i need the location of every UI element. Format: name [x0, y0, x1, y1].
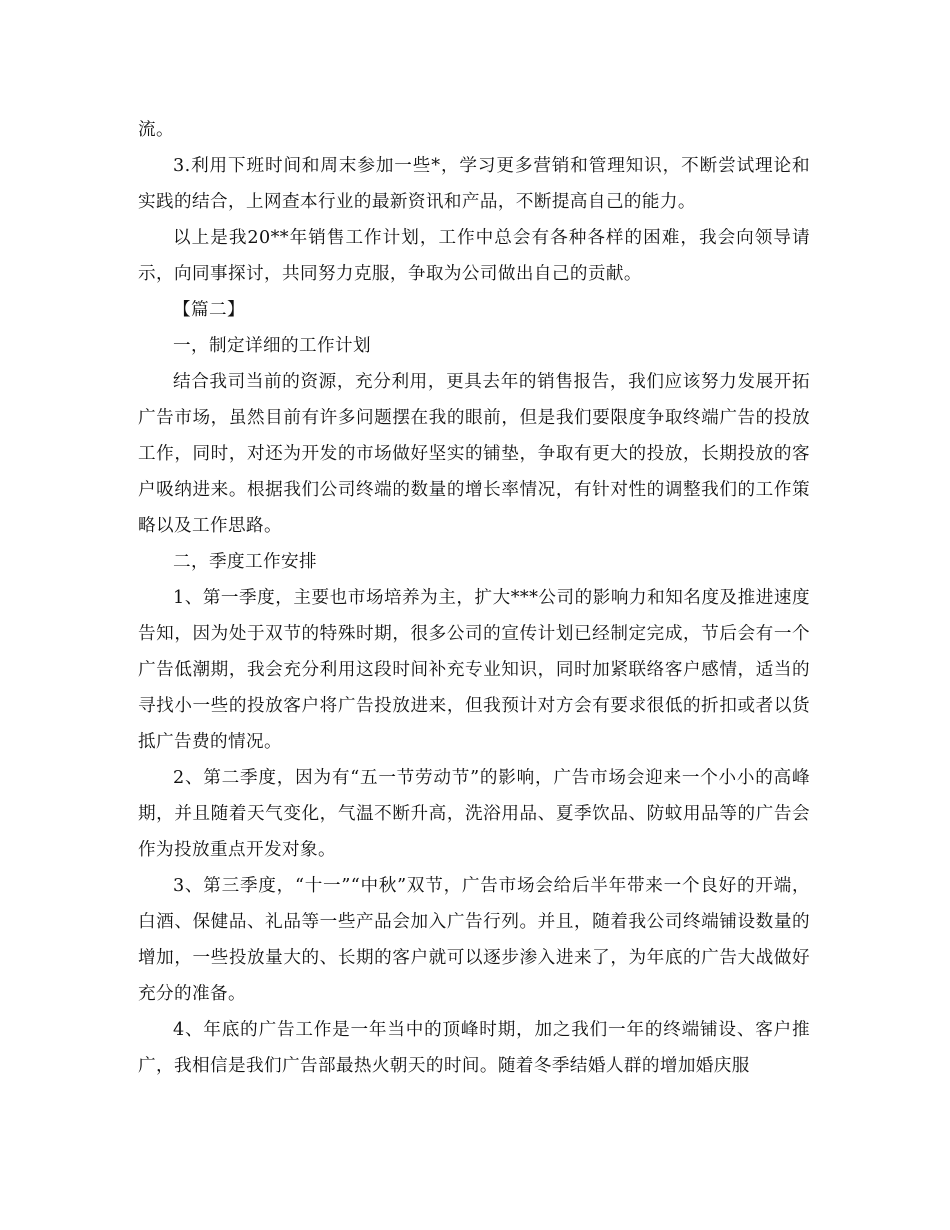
paragraph-work-plan: 结合我司当前的资源，充分利用，更具去年的销售报告，我们应该努力发展开拓广告市场，虽然目前有许多问题摆在我的眼前，但是我们要限度争取终端广告的投放工作，同时，对还为开发的市场做好坚实的铺垫，争取有更大的投放，长期投放的客户吸纳进来。根据我们公司终端的数量的增长率情况，有针对性的调整我们的工作策略以及工作思路。 — [138, 372, 810, 536]
paragraph-year-end: 4、年底的广告工作是一年当中的顶峰时期，加之我们一年的终端铺设、客户推广，我相信是我们广告部最热火朝天的时间。随着冬季结婚人群的增加婚庆服 — [138, 1020, 810, 1076]
paragraph-quarter-1: 1、第一季度，主要也市场培养为主，扩大***公司的影响力和知名度及推进速度告知，因为处于双节的特殊时期，很多公司的宣传计划已经制定完成，节后会有一个广告低潮期，我会充分利用这段时间补充专业知识，同时加紧联络客户感情，适当的寻找小一些的投放客户将广告投放进来，但我预计对方会有要求很低的折扣或者以货抵广告费的情况。 — [138, 588, 810, 752]
document-body — [138, 112, 810, 1084]
paragraph-quarter-2: 2、第二季度，因为有“五一节劳动节”的影响，广告市场会迎来一个小小的高峰期，并且随着天气变化，气温不断升高，洗浴用品、夏季饮品、防蚊用品等的广告会作为投放重点开发对象。 — [138, 768, 810, 860]
paragraph-continuation: 流。 — [138, 120, 174, 140]
subheading-quarterly-arrangement: 二，季度工作安排 — [173, 552, 317, 572]
section-heading-part-two: 【篇二】 — [173, 300, 245, 320]
paragraph-item-3: 3.利用下班时间和周末参加一些*，学习更多营销和管理知识，不断尝试理论和实践的结合，上网查本行业的最新资讯和产品，不断提高自己的能力。 — [138, 156, 810, 212]
paragraph-summary: 以上是我20**年销售工作计划，工作中总会有各种各样的困难，我会向领导请示，向同事探讨，共同努力克服，争取为公司做出自己的贡献。 — [138, 228, 810, 284]
subheading-work-plan: 一，制定详细的工作计划 — [173, 336, 371, 356]
paragraph-quarter-3: 3、第三季度，“十一”“中秋”双节，广告市场会给后半年带来一个良好的开端，白酒、保健品、礼品等一些产品会加入广告行列。并且，随着我公司终端铺设数量的增加，一些投放量大的、长期的客户就可以逐步渗入进来了，为年底的广告大战做好充分的准备。 — [138, 876, 810, 1004]
